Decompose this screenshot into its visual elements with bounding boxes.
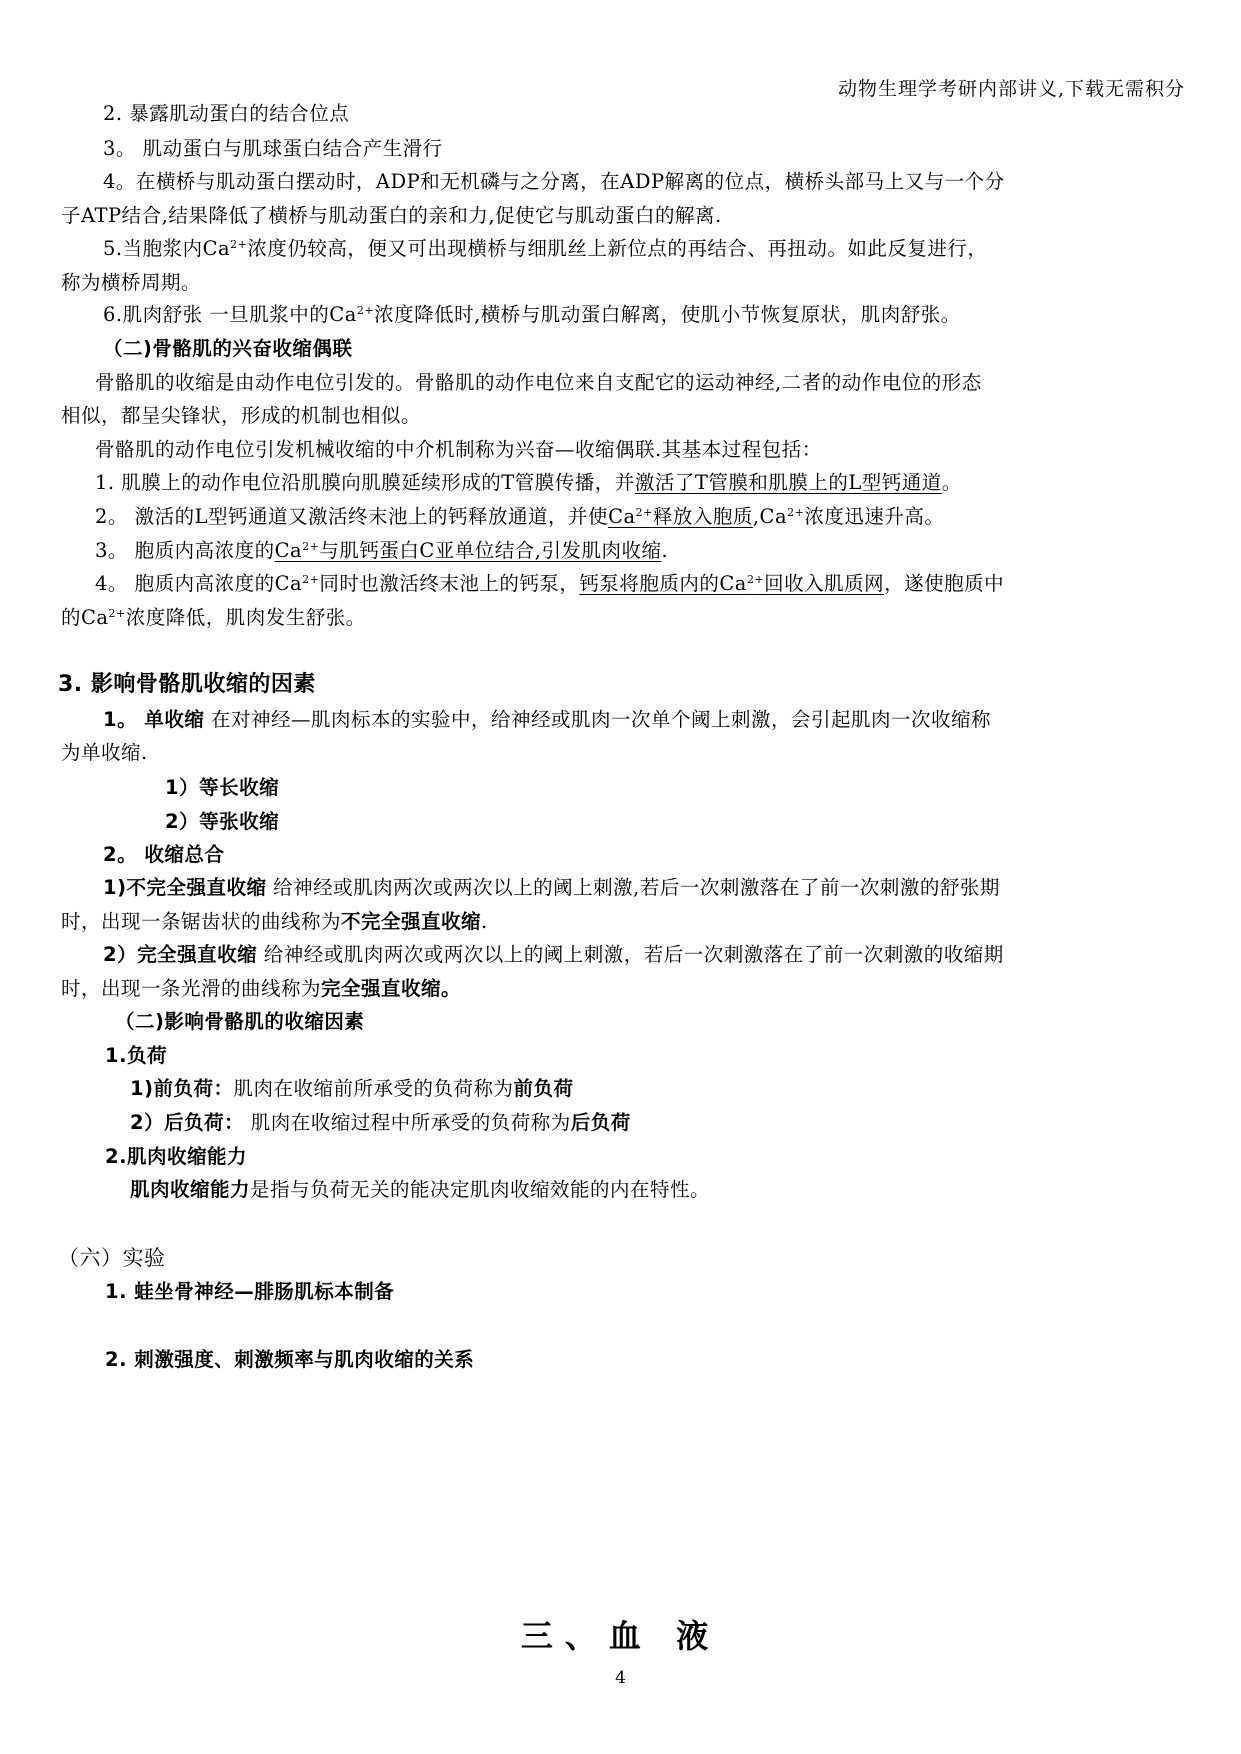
paragraph-line: 的$Ca^{2+}$浓度降低，肌肉发生舒张。 [61,606,366,629]
list-item: 2。 收缩总合 [103,843,225,866]
list-item: 2。 激活的L型钙通道又激活终末池上的钙释放通道，并使$Ca^{2+}$释放入胞质$,Ca^{2+}$浓度迅速升高。 [95,505,945,528]
section-title: 3. 影响骨骼肌收缩的因素 [58,672,316,697]
list-item: 3。 肌动蛋白与肌球蛋白结合产生滑行 [103,137,443,160]
paragraph-line: 时，出现一条锯齿状的曲线称为不完全强直收缩. [61,910,488,933]
list-item: 1。 单收缩 在对神经—肌肉标本的实验中，给神经或肌肉一次单个阈上刺激，会引起肌肉一次收缩称 [103,708,992,731]
paragraph-line: 称为横桥周期。 [61,271,202,294]
list-item: 5.当胞浆内$Ca^{2+}$浓度仍较高，便又可出现横桥与细肌丝上新位点的再结合、再扭动。如此反复进行， [103,237,988,260]
paragraph-line: 骨骼肌的收缩是由动作电位引发的。骨骼肌的动作电位来自支配它的运动神经,二者的动作电位的形态 [95,371,982,394]
page-number: 4 [615,1668,626,1688]
list-item: 1. 肌膜上的动作电位沿肌膜向肌膜延续形成的T管膜传播，并激活了T管膜和肌膜上的L型钙通道。 [95,471,962,494]
section-heading: （二)影响骨骼肌的收缩因素 [115,1010,365,1033]
list-item: 2.肌肉收缩能力 [105,1145,247,1168]
paragraph-line: 肌肉收缩能力是指与负荷无关的能决定肌肉收缩效能的内在特性。 [130,1178,711,1201]
paragraph-line: 为单收缩. [61,741,148,764]
list-item: 3。 胞质内高浓度的$Ca^{2+}$与肌钙蛋白C亚单位结合,引发肌肉收缩. [95,539,669,562]
chapter-title: 三、血 液 [520,1617,721,1655]
list-item: 2）完全强直收缩 给神经或肌肉两次或两次以上的阈上刺激，若后一次刺激落在了前一次刺激的收缩期 [103,943,1004,966]
list-item: 1)前负荷：肌肉在收缩前所承受的负荷称为前负荷 [130,1077,574,1100]
list-item: 1.负荷 [105,1044,167,1067]
list-item: 1. 蛙坐骨神经—腓肠肌标本制备 [105,1280,395,1303]
list-item: 6.肌肉舒张 一旦肌浆中的$Ca^{2+}$浓度降低时,横桥与肌动蛋白解离，使肌小节恢复原状，肌肉舒张。 [103,303,961,326]
page-header: 动物生理学考研内部讲义,下载无需积分 [837,78,1185,100]
list-item: 1）等长收缩 [165,776,280,799]
paragraph-line: 相似，都呈尖锋状，形成的机制也相似。 [61,404,422,427]
section-heading: （六）实验 [58,1246,166,1270]
list-item: 4。 胞质内高浓度的$Ca^{2+}$同时也激活终末池上的钙泵，钙泵将胞质内的$Ca^{2+}$回收入肌质网，遂使胞质中 [95,572,1005,595]
section-heading: （二)骨骼肌的兴奋收缩偶联 [103,337,353,360]
list-item: 2. 刺激强度、刺激频率与肌肉收缩的关系 [105,1348,475,1371]
list-item: 4。在横桥与肌动蛋白摆动时，ADP和无机磷与之分离，在ADP解离的位点，横桥头部马上又与一个分 [103,170,1005,193]
paragraph-line: 子ATP结合,结果降低了横桥与肌动蛋白的亲和力,促使它与肌动蛋白的解离. [61,204,722,227]
paragraph-line: 时，出现一条光滑的曲线称为完全强直收缩。 [61,977,462,1000]
list-item: 2. 暴露肌动蛋白的结合位点 [103,102,350,125]
list-item: 2）后负荷： 肌肉在收缩过程中所承受的负荷称为后负荷 [130,1111,631,1134]
list-item: 1)不完全强直收缩 给神经或肌肉两次或两次以上的阈上刺激,若后一次刺激落在了前一次刺激的舒张期 [103,876,1000,899]
list-item: 2）等张收缩 [165,810,280,833]
paragraph-line: 骨骼肌的动作电位引发机械收缩的中介机制称为兴奋—收缩偶联.其基本过程包括： [95,438,822,461]
